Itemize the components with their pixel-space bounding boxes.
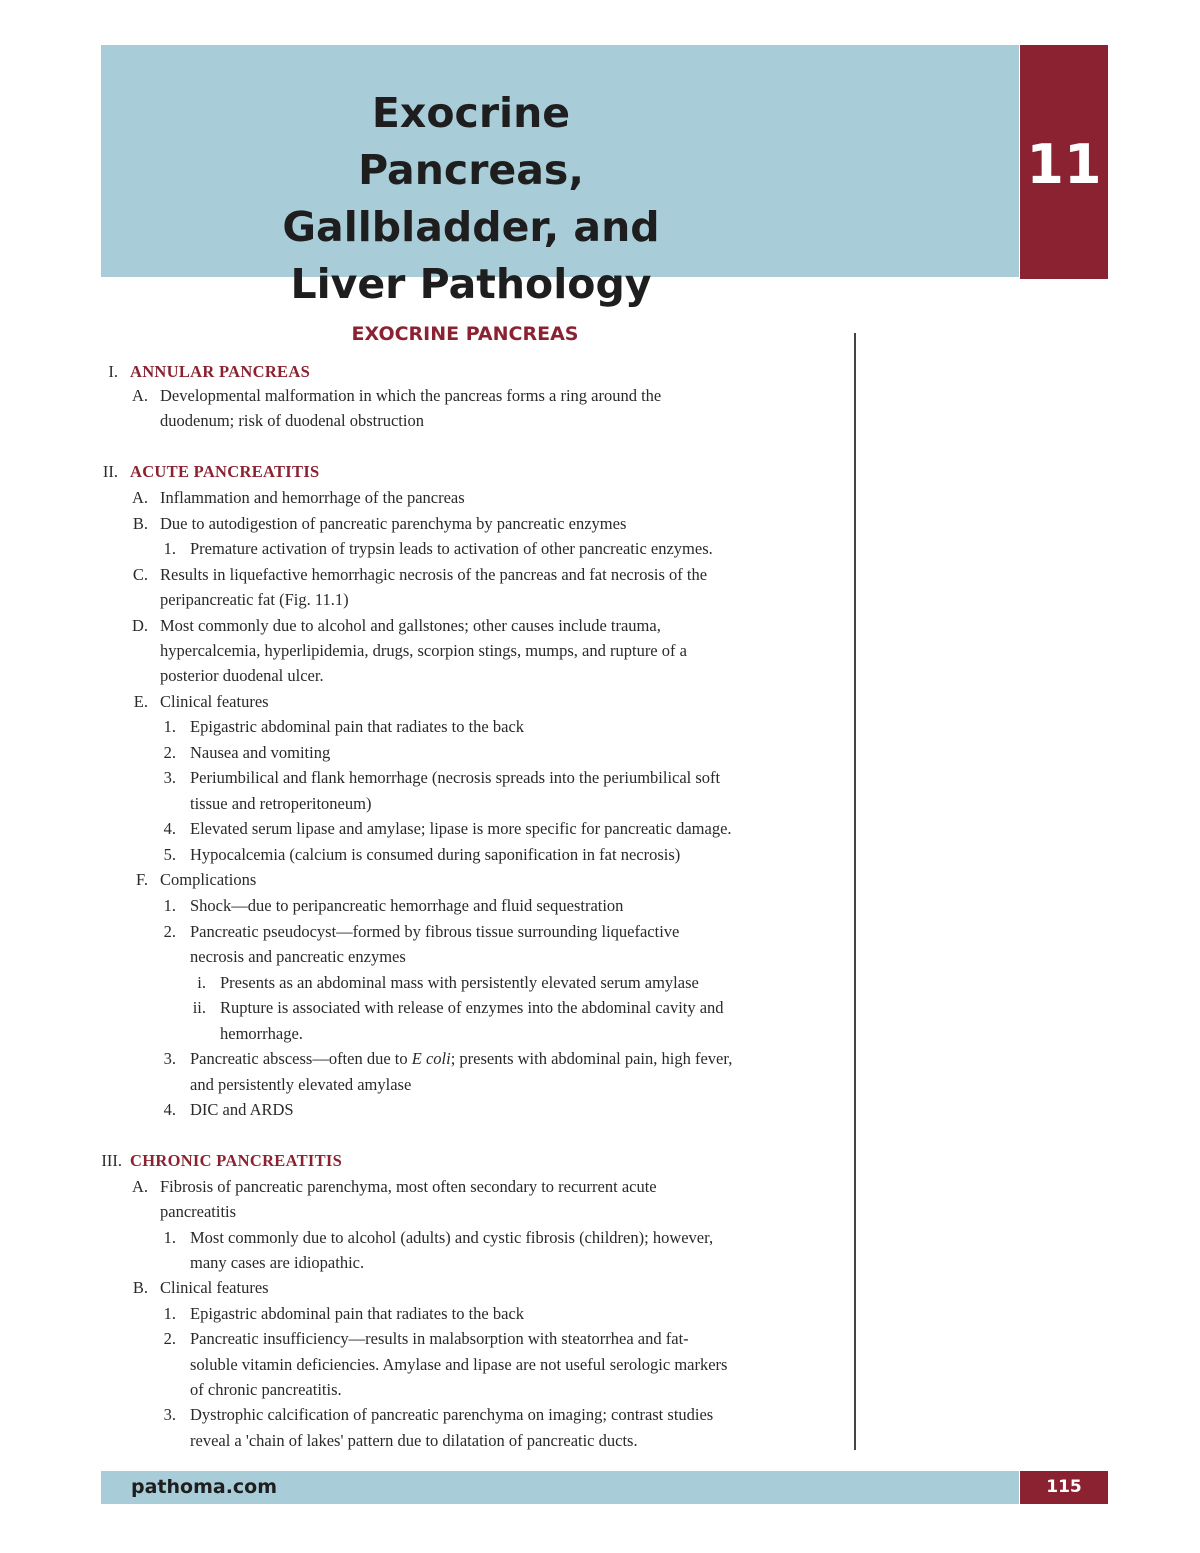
outline-marker: 2. bbox=[163, 743, 176, 762]
outline-text: soluble vitamin deficiencies. Amylase and lipase are not useful serologic markers bbox=[190, 1355, 728, 1374]
outline-marker: II. bbox=[102, 462, 118, 481]
chapter-title-line: Exocrine Pancreas, bbox=[358, 89, 584, 194]
outline-marker: 1. bbox=[163, 1304, 176, 1323]
outline-marker: 4. bbox=[163, 819, 176, 838]
outline-text: necrosis and pancreatic enzymes bbox=[190, 947, 406, 966]
outline-text: Most commonly due to alcohol and gallstones; other causes include trauma, bbox=[160, 616, 661, 635]
outline-marker: A. bbox=[131, 488, 148, 507]
outline-text: Developmental malformation in which the pancreas forms a ring around the bbox=[160, 386, 662, 405]
chapter-title-line: Liver Pathology bbox=[290, 260, 652, 308]
outline-text: Shock—due to peripancreatic hemorrhage and fluid sequestration bbox=[190, 896, 624, 915]
outline-text: Most commonly due to alcohol (adults) and cystic fibrosis (children); however, bbox=[190, 1228, 714, 1247]
outline-marker: 1. bbox=[163, 896, 176, 915]
margin-rule bbox=[854, 333, 856, 1450]
outline-marker: 1. bbox=[163, 539, 176, 558]
outline-text: DIC and ARDS bbox=[190, 1100, 294, 1119]
chapter-header-banner bbox=[101, 45, 1019, 308]
outline-text: reveal a 'chain of lakes' pattern due to dilatation of pancreatic ducts. bbox=[190, 1431, 638, 1450]
outline-text: CHRONIC PANCREATITIS bbox=[130, 1151, 343, 1170]
outline-marker: A. bbox=[131, 386, 148, 405]
outline-text: hypercalcemia, hyperlipidemia, drugs, scorpion stings, mumps, and rupture of a bbox=[160, 641, 687, 660]
footer-banner bbox=[101, 1471, 1019, 1504]
outline-marker: 2. bbox=[163, 922, 176, 941]
page-number: 115 bbox=[1046, 1477, 1082, 1497]
outline-text: Pancreatic insufficiency—results in malabsorption with steatorrhea and fat- bbox=[190, 1329, 689, 1348]
outline-text: Presents as an abdominal mass with persistently elevated serum amylase bbox=[220, 973, 699, 992]
outline-marker: C. bbox=[132, 565, 148, 584]
outline-marker: 1. bbox=[163, 1228, 176, 1247]
outline-marker: 5. bbox=[163, 845, 176, 864]
footer-site: pathoma.com bbox=[131, 1476, 278, 1498]
outline-marker: 1. bbox=[163, 717, 176, 736]
outline-marker: D. bbox=[131, 616, 148, 635]
page-number-box bbox=[1020, 1471, 1108, 1504]
outline-marker: E. bbox=[133, 692, 148, 711]
outline-marker: A. bbox=[131, 1177, 148, 1196]
outline-text: ACUTE PANCREATITIS bbox=[130, 462, 320, 481]
outline-text: tissue and retroperitoneum) bbox=[190, 794, 372, 813]
outline-marker: F. bbox=[136, 870, 148, 889]
outline-text: Inflammation and hemorrhage of the pancreas bbox=[160, 488, 465, 507]
outline-marker: 3. bbox=[163, 1049, 176, 1068]
outline-text: Periumbilical and flank hemorrhage (necrosis spreads into the periumbilical soft bbox=[190, 768, 721, 787]
outline-text: Fibrosis of pancreatic parenchyma, most often secondary to recurrent acute bbox=[160, 1177, 657, 1196]
outline-text: Epigastric abdominal pain that radiates to the back bbox=[190, 717, 525, 736]
chapter-number: 11 bbox=[1026, 133, 1102, 196]
outline-marker: 3. bbox=[163, 1405, 176, 1424]
outline-text: many cases are idiopathic. bbox=[190, 1253, 365, 1272]
outline-marker: I. bbox=[108, 362, 118, 381]
outline-text: pancreatitis bbox=[160, 1202, 237, 1221]
chapter-title bbox=[261, 85, 681, 313]
outline-text: and persistently elevated amylase bbox=[190, 1075, 412, 1094]
outline-text: duodenum; risk of duodenal obstruction bbox=[160, 411, 424, 430]
outline-text: Hypocalcemia (calcium is consumed during saponification in fat necrosis) bbox=[190, 845, 681, 864]
outline-text: Clinical features bbox=[160, 1278, 269, 1297]
outline-text: Clinical features bbox=[160, 692, 269, 711]
outline-text: Pancreatic pseudocyst—formed by fibrous tissue surrounding liquefactive bbox=[190, 922, 680, 941]
outline-marker: ii. bbox=[192, 998, 206, 1017]
outline-text: Due to autodigestion of pancreatic parenchyma by pancreatic enzymes bbox=[160, 514, 627, 533]
outline-text: peripancreatic fat (Fig. 11.1) bbox=[160, 590, 349, 609]
outline-text: Nausea and vomiting bbox=[190, 743, 331, 762]
outline-marker: III. bbox=[101, 1151, 122, 1170]
outline-marker: 2. bbox=[163, 1329, 176, 1348]
chapter-number-box bbox=[1020, 45, 1108, 279]
outline-text: Elevated serum lipase and amylase; lipase is more specific for pancreatic damage. bbox=[190, 819, 732, 838]
outline-marker: 3. bbox=[163, 768, 176, 787]
outline-marker: i. bbox=[197, 973, 206, 992]
outline-text: ANNULAR PANCREAS bbox=[130, 362, 311, 381]
outline-text: Dystrophic calcification of pancreatic parenchyma on imaging; contrast studies bbox=[190, 1405, 714, 1424]
outline-marker: B. bbox=[132, 1278, 148, 1297]
outline-marker: B. bbox=[132, 514, 148, 533]
outline-text: Rupture is associated with release of enzymes into the abdominal cavity and bbox=[220, 998, 724, 1017]
outline-marker: 4. bbox=[163, 1100, 176, 1119]
outline-text: Complications bbox=[160, 870, 257, 889]
outline-text: Premature activation of trypsin leads to activation of other pancreatic enzymes. bbox=[190, 539, 713, 558]
chapter-title-line: Gallbladder, and bbox=[282, 203, 660, 251]
outline-text: of chronic pancreatitis. bbox=[190, 1380, 342, 1399]
section-heading: EXOCRINE PANCREAS bbox=[351, 323, 579, 345]
outline-text: Epigastric abdominal pain that radiates to the back bbox=[190, 1304, 525, 1323]
outline-text: Pancreatic abscess—often due to E coli; presents with abdominal pain, high fever, bbox=[190, 1049, 733, 1068]
outline-text: Results in liquefactive hemorrhagic necrosis of the pancreas and fat necrosis of the bbox=[160, 565, 708, 584]
outline-text: hemorrhage. bbox=[220, 1024, 303, 1043]
outline-text: posterior duodenal ulcer. bbox=[160, 666, 324, 685]
